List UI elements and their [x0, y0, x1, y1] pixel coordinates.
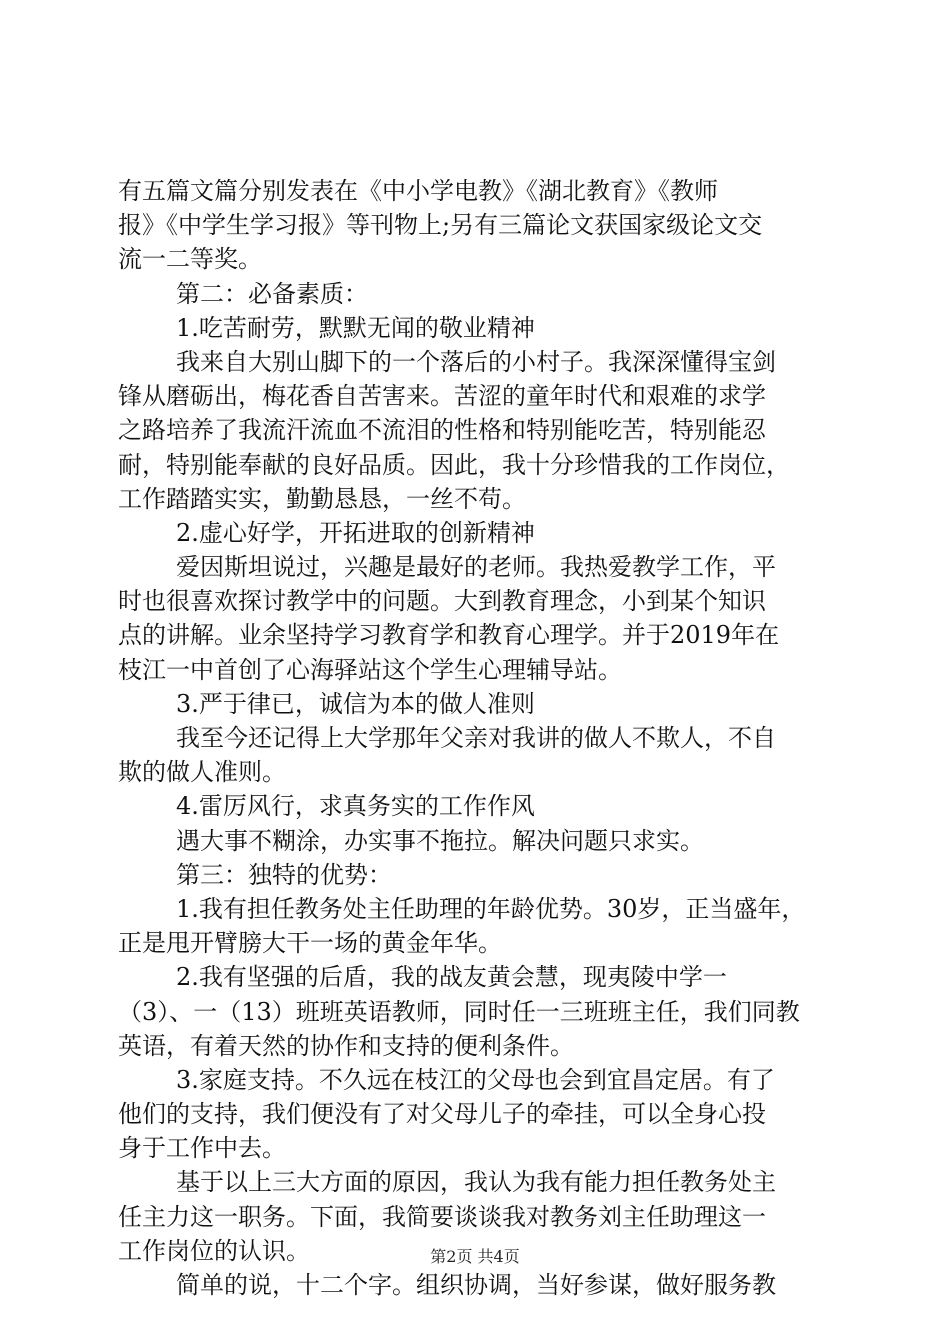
text-line: 任主力这一职务。下面，我简要谈谈我对教务刘主任助理这一: [118, 1202, 766, 1231]
text-line: 第三：独特的优势：: [176, 860, 392, 889]
text-line: 工作踏踏实实，勤勤恳恳，一丝不苟。: [118, 484, 526, 513]
text-line: 3.家庭支持。不久远在枝江的父母也会到宜昌定居。有了: [176, 1065, 775, 1094]
text-line: 1.吃苦耐劳，默默无闻的敬业精神: [176, 313, 535, 342]
text-line: 时也很喜欢探讨教学中的问题。大到教育理念，小到某个知识: [118, 587, 766, 616]
text-line: 流一二等奖。: [118, 245, 262, 274]
text-line: 他们的支持，我们便没有了对父母儿子的牵挂，可以全身心投: [118, 1100, 766, 1129]
text-line: 身于工作中去。: [118, 1134, 286, 1163]
text-line: 我来自大别山脚下的一个落后的小村子。我深深懂得宝剑: [176, 347, 776, 376]
text-line: 报》《中学生学习报》等刊物上;另有三篇论文获国家级论文交: [118, 211, 763, 240]
text-line: 遇大事不糊涂，办实事不拖拉。解决问题只求实。: [176, 826, 704, 855]
text-line: 3.严于律已，诚信为本的做人准则: [176, 689, 535, 718]
text-line: 4.雷厉风行，求真务实的工作作风: [176, 792, 535, 821]
text-line: 1.我有担任教务处主任助理的年龄优势。30岁，正当盛年，: [176, 894, 806, 923]
text-line: 之路培养了我流汗流血不流泪的性格和特别能吃苦，特别能忍: [118, 416, 766, 445]
document-body: [118, 174, 834, 1302]
text-line: 有五篇文篇分别发表在《中小学电教》《湖北教育》《教师: [118, 177, 718, 205]
text-line: 英语，有着天然的协作和支持的便利条件。: [118, 1031, 574, 1060]
text-line: （3）、一（13）班班英语教师，同时任一三班班主任，我们同教: [118, 997, 800, 1026]
text-line: 点的讲解。业余坚持学习教育学和教育心理学。并于2019年在: [118, 621, 780, 650]
text-line: 耐，特别能奉献的良好品质。因此，我十分珍惜我的工作岗位，: [118, 450, 790, 479]
text-line: 基于以上三大方面的原因，我认为我有能力担任教务处主: [176, 1168, 776, 1197]
text-line: 欺的做人准则。: [118, 758, 286, 787]
text-line: 正是甩开臂膀大干一场的黄金年华。: [118, 929, 502, 958]
text-line: 2.虚心好学，开拓进取的创新精神: [176, 518, 535, 547]
text-line: 2.我有坚强的后盾，我的战友黄会慧，现夷陵中学一: [176, 963, 727, 992]
text-line: 锋从磨砺出，梅花香自苦害来。苦涩的童年时代和艰难的求学: [118, 382, 766, 411]
text-line: 枝江一中首创了心海驿站这个学生心理辅导站。: [118, 655, 622, 684]
text-line: 爱因斯坦说过，兴趣是最好的老师。我热爱教学工作，平: [176, 553, 776, 582]
text-line: 我至今还记得上大学那年父亲对我讲的做人不欺人，不自: [176, 724, 776, 752]
text-line: 工作岗位的认识。: [118, 1236, 310, 1265]
text-line: 第二：必备素质：: [176, 279, 368, 308]
text-line: 简单的说，十二个字。组织协调，当好参谋，做好服务教: [176, 1271, 776, 1299]
page-footer: 第2页 共4页: [430, 1247, 520, 1266]
